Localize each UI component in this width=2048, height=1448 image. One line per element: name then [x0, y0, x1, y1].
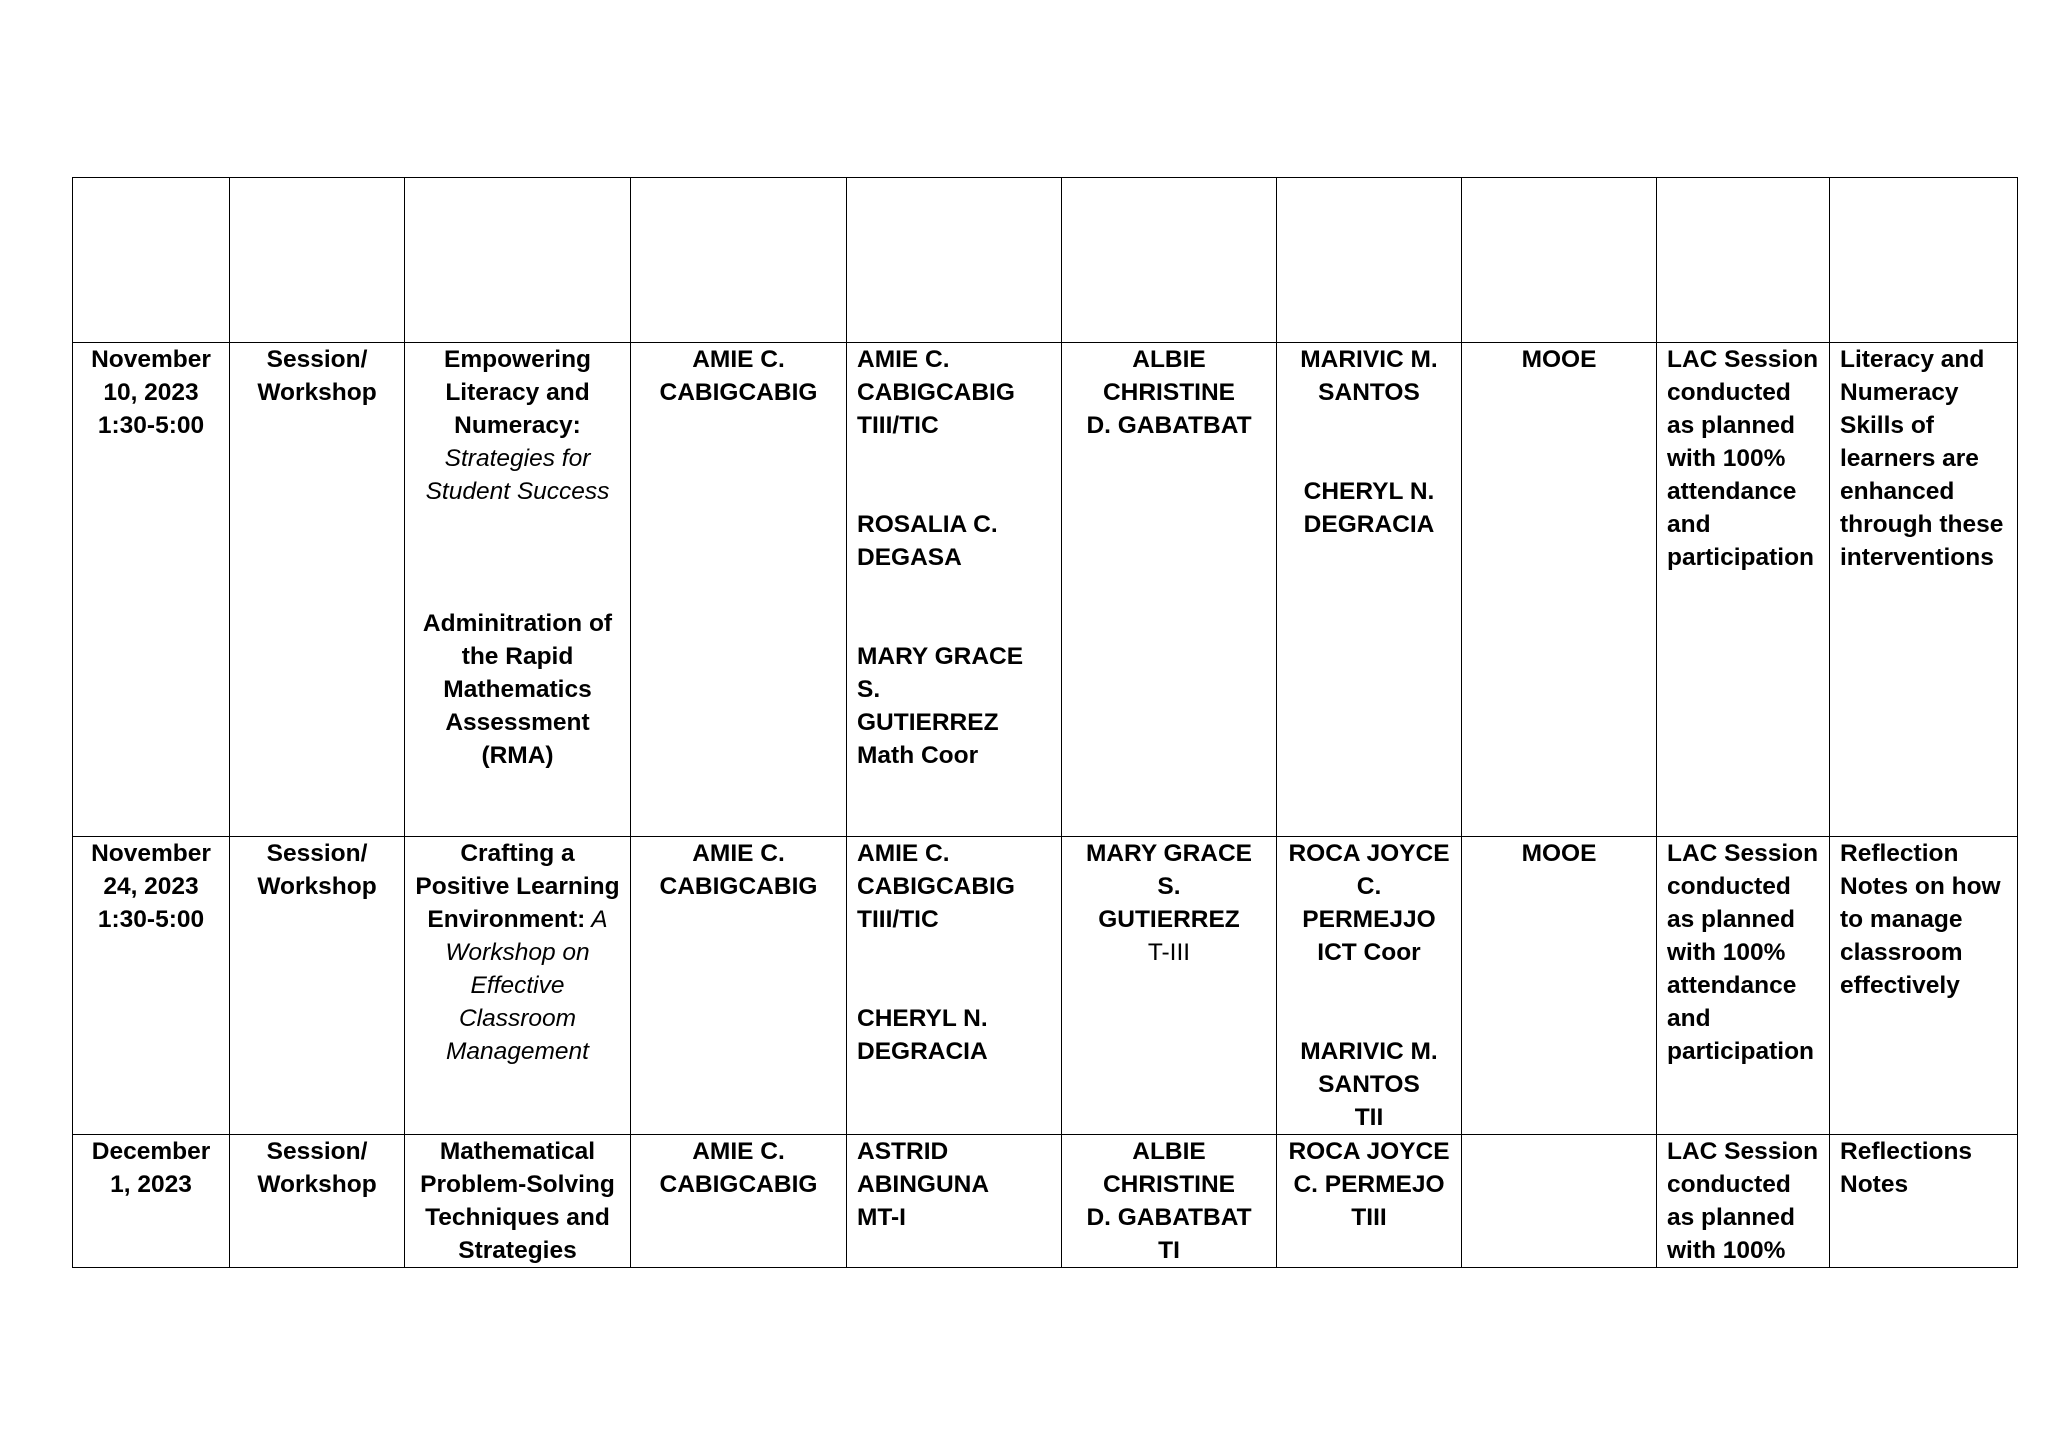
proponent-cell: AMIE C. CABIGCABIG [631, 1135, 847, 1268]
technical-cell: ROCA JOYCE C. PERMEJJO ICT Coor MARIVIC M. SANTOS TII [1277, 837, 1462, 1135]
type-cell: Session/ Workshop [230, 343, 405, 837]
fund-cell: MOOE [1462, 343, 1657, 837]
table-row [73, 1135, 2018, 1268]
proponent-cell: AMIE C. CABIGCABIG [631, 343, 847, 837]
date-cell: November 10, 2023 1:30-5:00 [73, 343, 230, 837]
table-row [73, 837, 2018, 1135]
fund-cell [1462, 1135, 1657, 1268]
technical-cell: ROCA JOYCE C. PERMEJO TIII [1277, 1135, 1462, 1268]
topic-cell: Crafting a Positive Learning Environment: A Workshop on Effective Classroom Management [405, 837, 631, 1135]
outcome-cell: Reflection Notes on how to manage classroom effectively [1830, 837, 2018, 1135]
date-cell: December 1, 2023 [73, 1135, 230, 1268]
output-cell: LAC Session conducted as planned with 100% attendance and participation [1657, 837, 1830, 1135]
output-cell: LAC Session conducted as planned with 100% [1657, 1135, 1830, 1268]
type-cell: Session/ Workshop [230, 837, 405, 1135]
type-cell: Session/ Workshop [230, 1135, 405, 1268]
output-cell: LAC Session conducted as planned with 100% attendance and participation [1657, 343, 1830, 837]
fund-cell: MOOE [1462, 837, 1657, 1135]
documenter-cell: ALBIE CHRISTINE D. GABATBAT [1062, 343, 1277, 837]
outcome-cell: Literacy and Numeracy Skills of learners are enhanced through these interventions [1830, 343, 2018, 837]
lac-plan-table [72, 177, 2018, 1268]
facilitator-cell: AMIE C. CABIGCABIG TIII/TIC CHERYL N. DEGRACIA [847, 837, 1062, 1135]
table-row-blank [73, 178, 2018, 343]
topic-cell: Empowering Literacy and Numeracy: Strategies for Student Success Adminitration of the Rapid Mathematics Assessment (RMA) [405, 343, 631, 837]
documenter-cell: ALBIE CHRISTINE D. GABATBAT TI [1062, 1135, 1277, 1268]
proponent-cell: AMIE C. CABIGCABIG [631, 837, 847, 1135]
technical-cell: MARIVIC M. SANTOS CHERYL N. DEGRACIA [1277, 343, 1462, 837]
facilitator-cell: AMIE C. CABIGCABIG TIII/TIC ROSALIA C. DEGASA MARY GRACE S. GUTIERREZ Math Coor [847, 343, 1062, 837]
documenter-cell: MARY GRACE S. GUTIERREZ T-III [1062, 837, 1277, 1135]
outcome-cell: Reflections Notes [1830, 1135, 2018, 1268]
date-cell: November 24, 2023 1:30-5:00 [73, 837, 230, 1135]
table-row [73, 343, 2018, 837]
facilitator-cell: ASTRID ABINGUNA MT-I [847, 1135, 1062, 1268]
topic-cell: Mathematical Problem-Solving Techniques and Strategies [405, 1135, 631, 1268]
